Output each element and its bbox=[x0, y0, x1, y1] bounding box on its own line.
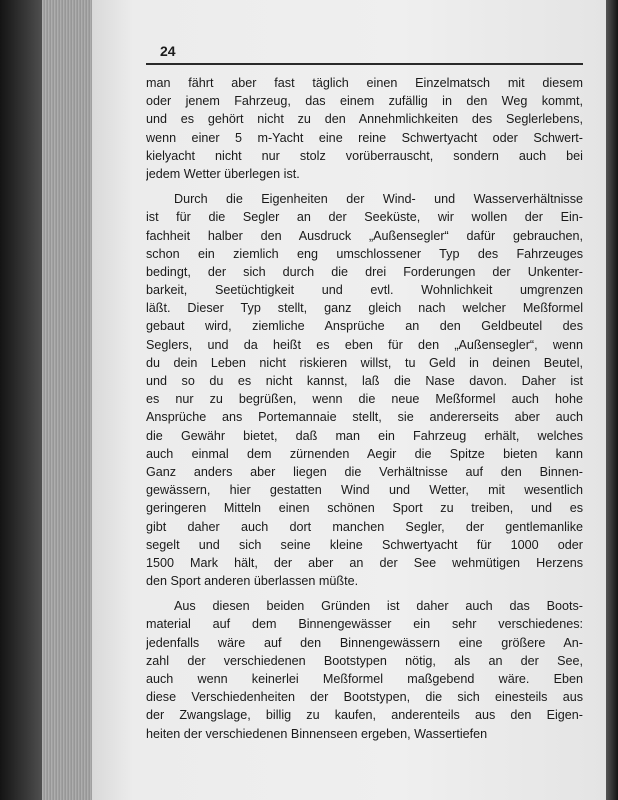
text-line: jedem Wetter überlegen ist. bbox=[146, 166, 300, 181]
text-line: gebaut wird, ziemliche Ansprüche an den Geldbeutel des bbox=[146, 319, 583, 334]
text-line: läßt. Dieser Typ stellt, ganz gleich nach welcher Meßformel bbox=[146, 301, 583, 316]
text-line: auch einmal dem zürnenden Aegir die Spitze bieten kann bbox=[146, 446, 583, 461]
paragraph bbox=[146, 74, 583, 183]
body-text bbox=[146, 74, 583, 743]
text-line: die Gewähr bietet, daß man ein Fahrzeug erhält, welches bbox=[146, 428, 583, 443]
text-line: Durch die Eigenheiten der Wind- und Wasserverhältnisse bbox=[174, 192, 583, 207]
text-line: man fährt aber fast täglich einen Einzelmatsch mit diesem bbox=[146, 76, 583, 90]
text-line: Ganz anders aber liegen die Verhältnisse auf den Binnen- bbox=[146, 464, 583, 479]
text-line: es nur zu begrüßen, wenn die neue Meßformel auch hohe bbox=[146, 392, 583, 407]
text-line: bedingt, der sich durch die drei Forderungen der Unkenter- bbox=[146, 264, 583, 279]
text-line: der Zwangslage, billig zu kaufen, anderenteils aus den Eigen- bbox=[146, 708, 583, 723]
text-line: und so du es nicht kannst, laß die Nase davon. Daher ist bbox=[146, 374, 583, 388]
header-rule bbox=[146, 63, 583, 65]
paragraph bbox=[146, 190, 583, 590]
text-line: wenn einer 5 m-Yacht eine reine Schwertyacht oder Schwert- bbox=[146, 130, 583, 145]
text-line: kielyacht nicht nur stolz vorüberrauscht, sondern auch bei bbox=[146, 148, 583, 163]
text-line: zahl der verschiedenen Bootstypen nötig, als an der See, bbox=[146, 653, 583, 668]
paragraph-gap bbox=[146, 183, 583, 190]
book-binding-shadow bbox=[0, 0, 46, 800]
text-line: geringeren Mitteln einen schönen Sport zu treiben, und es bbox=[146, 501, 583, 516]
text-line: ist für die Segler an der Seeküste, wir wollen der Ein- bbox=[146, 210, 583, 225]
text-line: Ansprüche ans Portemannaie stellt, sie andererseits aber auch bbox=[146, 410, 583, 425]
text-line: jedenfalls wäre auf den Binnengewässern eine größere An- bbox=[146, 635, 583, 650]
text-line: Aus diesen beiden Gründen ist daher auch das Boots- bbox=[174, 599, 583, 614]
text-line: schon ein ziemlich eng umschlossener Typ des Fahrzeuges bbox=[146, 246, 583, 261]
text-line: auch wenn keinerlei Meßformel maßgebend wäre. Eben bbox=[146, 672, 583, 686]
text-line: heiten der verschiedenen Binnenseen ergeben, Wassertiefen bbox=[146, 726, 488, 741]
paragraph-gap bbox=[146, 590, 583, 597]
text-line: Seglers, und da heißt es eben für den „Außensegler“, wenn bbox=[146, 337, 583, 352]
text-line: den Sport anderen überlassen müßte. bbox=[146, 574, 359, 589]
text-line: du dein Leben nicht riskieren willst, tu Geld in deinen Beutel, bbox=[146, 355, 583, 370]
text-line: diese Verschiedenheiten der Bootstypen, die sich einesteils aus bbox=[146, 690, 583, 705]
text-line: gewässern, hier gestatten Wind und Wetter, mit wesentlich bbox=[146, 483, 583, 498]
paragraph bbox=[146, 597, 583, 743]
text-line: und es gehört nicht zu den Annehmlichkeiten des Seglerlebens, bbox=[146, 112, 583, 127]
text-line: oder jenem Fahrzeug, das einem zufällig in den Weg kommt, bbox=[146, 94, 583, 109]
page-number: 24 bbox=[160, 43, 176, 59]
text-line: gibt daher auch dort manchen Segler, der gentlemanlike bbox=[146, 519, 583, 534]
text-line: barkeit, Seetüchtigkeit und evtl. Wohnlichkeit umgrenzen bbox=[146, 283, 583, 298]
text-line: material auf dem Binnengewässer ein sehr verschiedenes: bbox=[146, 617, 583, 632]
text-line: 1500 Mark hält, der aber an der See wehmütigen Herzens bbox=[146, 555, 583, 570]
text-line: segelt und sich seine kleine Schwertyacht für 1000 oder bbox=[146, 537, 583, 552]
book-gutter bbox=[606, 0, 618, 800]
text-line: fachheit halber den Ausdruck „Außensegler“ dafür gebrauchen, bbox=[146, 228, 583, 243]
